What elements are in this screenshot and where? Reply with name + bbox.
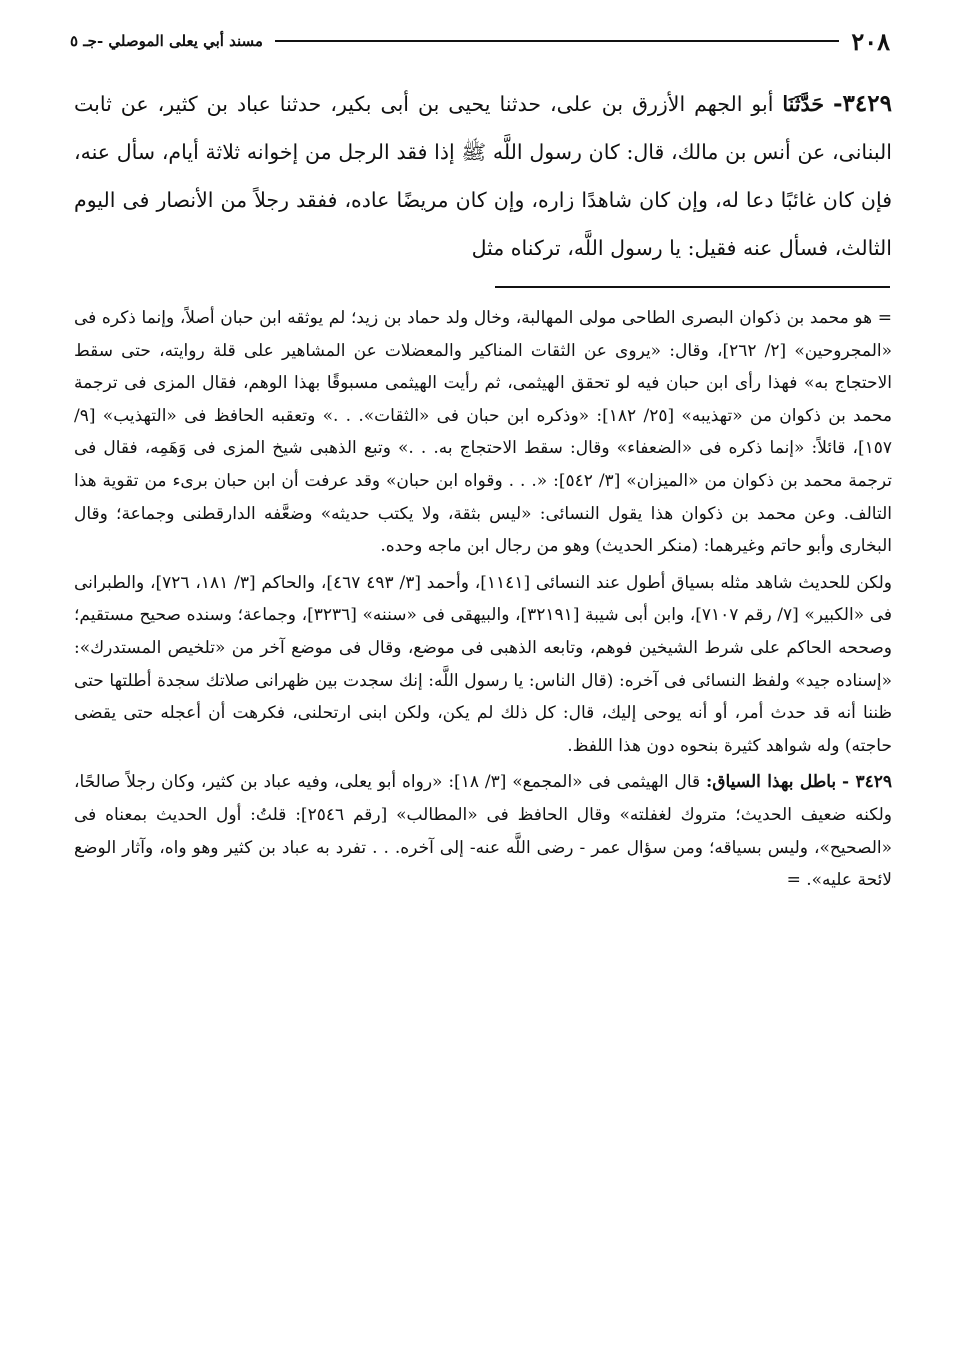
footnotes (74, 302, 892, 897)
footnote-continuation: = هو محمد بن ذكوان البصرى الطاحى مولى المهالبة، وخال ولد حماد بن زيد؛ لم يوثقه ابن حبان أصلاً، وإنما ذكره فى «المجروحين» [٢/ ٢٦٢]، وقال: «يروى عن الثقات المناكير والمعضلات عن المشاهير على قلة روايته، حتى سقط الاحتجاج به» فهذا رأى ابن حبان فيه لو تحقق الهيثمى، ثم رأيت الهيثمى مسبوقًا بهذا الوهم، فقال المزى فى ترجمة محمد بن ذكوان من «تهذيبه» [٢٥/ ١٨٢]: «وذكره ابن حبان فى «الثقات». . .» وتعقبه الحافظ فى «التهذيب» [٩/ ١٥٧]، قائلاً: «إنما ذكره فى «الضعفاء» وقال: سقط الاحتجاج به. . .» وتبع الذهبى شيخ المزى فى وَهَمِه، فقال فى ترجمة محمد بن ذكوان من «الميزان» [٣/ ٥٤٢]: «. . . وقواه ابن حبان» وقد عرفت أن ابن حبان برىء من تقوية هذا التالف. وعن محمد بن ذكوان هذا يقول النسائى: «ليس بثقة، ولا يكتب حديثه» وضعَّفه الدارقطنى وجماعة؛ وقال البخارى وأبو حاتم وغيرهما: (منكر الحديث) وهو من رجال ابن ماجه وحده. (74, 308, 893, 557)
hadith-lead: حَدَّثَنَا (782, 92, 824, 116)
footnote-body: قال الهيثمى فى «المجمع» [٣/ ١٨]: «رواه أبو يعلى، وفيه عباد بن كثير، وكان رجلاً صالحًا، ولكنه ضعيف الحديث؛ متروك لغفلته» وقال الحافظ فى «المطالب» [رقم ٢٥٤٦]: قلتُ: أول الحديث بمعناه فى «الصحيح»، وليس بسياقه؛ ومن سؤال عمر - رضى اللَّه عنه- إلى آخره. . . تفرد به عباد بن كثير وهو واه، وآثار الوضع لائحة عليه». = (74, 772, 893, 891)
footnote-3429 (74, 766, 892, 896)
book-title: مسند أبي يعلى الموصلي -جـ ٥ (70, 32, 263, 50)
header-rule (275, 40, 839, 42)
hadith-number: ٣٤٢٩- (833, 90, 892, 117)
footnote-shahid: ولكن للحديث شاهد مثله بسياق أطول عند النسائى [١١٤١]، وأحمد [٣/ ٤٩٣ ٤٦٧]، والحاكم [٣/ ١٨١، ٧٢٦]، والطبرانى فى «الكبير» [٧/ رقم ٧١٠٧]، وابن أبى شيبة [٣٢١٩١]، والبيهقى فى «سننه» [٣٢٣٦]، وجماعة؛ وسنده صحيح مستقيم؛ وصححه الحاكم على شرط الشيخين فوهم، وتابعه الذهبى فى موضع، وقال فى موضع آخر من «تلخيص المستدرك»: «إسناده جيد» ولفظ النسائى فى آخره: (قال الناس: يا رسول اللَّه: إنك سجدت بين ظهرانى صلاتك سجدة أطلتها حتى ظننا أنه قد حدث أمر، أو أنه يوحى إليك، قال: كل ذلك لم يكن، ولكن ابنى ارتحلنى، فكرهت أن أعجله حتى يقضى حاجته) وله شواهد كثيرة بنحوه دون هذا اللفظ. (74, 572, 893, 756)
hadith-text (74, 80, 892, 272)
footnote-verdict: باطل بهذا السياق: (706, 772, 837, 793)
hadith-body: أبو الجهم الأزرق بن على، حدثنا يحيى بن أبى بكير، حدثنا عباد بن كثير، عن ثابت البنانى، عن أنس بن مالك، قال: كان رسول اللَّه ﷺ إذا فقد الرجل من إخوانه ثلاثة أيام، سأل عنه، فإن كان غائبًا دعا له، وإن كان شاهدًا زاره، وإن كان مريضًا عاده، ففقد رجلاً من الأنصار فى اليوم الثالث، فسأل عنه فقيل: يا رسول اللَّه، تركناه مثل (74, 92, 892, 260)
footnote-separator (495, 286, 890, 288)
page-header (70, 24, 890, 58)
page-number: ٢٠٨ (851, 26, 890, 56)
footnote-number: ٣٤٢٩ - (842, 772, 892, 793)
